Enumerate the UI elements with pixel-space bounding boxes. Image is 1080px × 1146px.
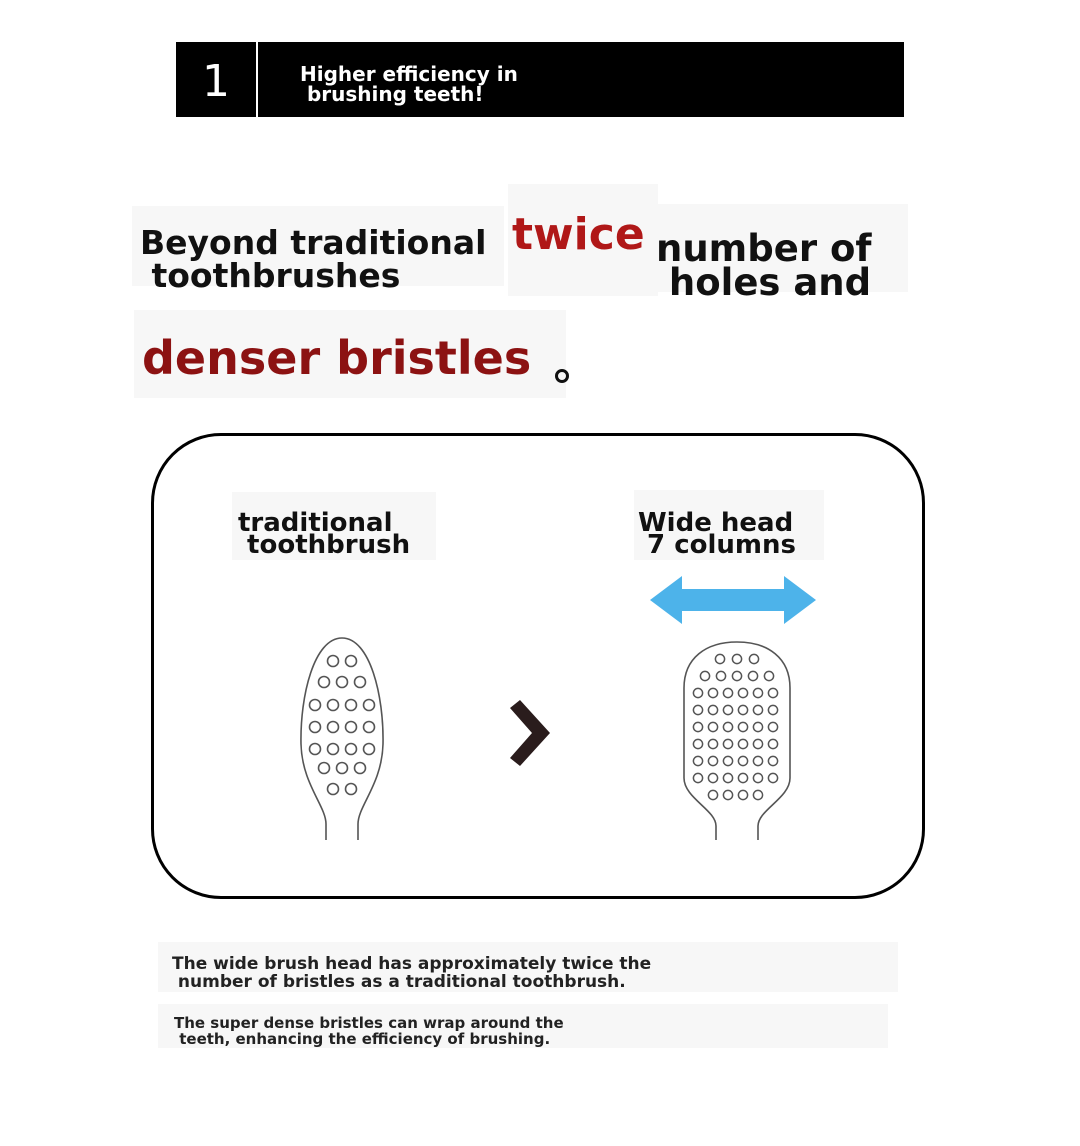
traditional-toothbrush-icon xyxy=(296,634,388,844)
banner-divider xyxy=(256,42,258,117)
caption-bristle-count: The wide brush head has approximately twice the number of bristles as a traditional toothbrush. xyxy=(172,954,652,992)
headline-emphasis-twice: twice xyxy=(512,209,645,260)
traditional-toothbrush-label: traditional toothbrush xyxy=(238,508,411,560)
headline-period-mark xyxy=(555,369,569,383)
caption-efficiency: The super dense bristles can wrap around the teeth, enhancing the efficiency of brushing. xyxy=(174,1014,564,1048)
headline-emphasis-denser-bristles: denser bristles xyxy=(142,331,532,385)
headline-part-1: Beyond traditional toothbrushes xyxy=(140,223,487,295)
wide-head-toothbrush-icon xyxy=(680,638,794,844)
double-arrow-icon xyxy=(650,574,818,626)
section-title: Higher efficiency in brushing teeth! xyxy=(300,62,518,106)
wide-head-label: Wide head 7 columns xyxy=(638,508,796,560)
chevron-right-icon xyxy=(508,700,552,766)
section-banner xyxy=(176,42,904,117)
section-number: 1 xyxy=(202,56,230,107)
headline-part-2: number of holes and xyxy=(656,227,872,304)
